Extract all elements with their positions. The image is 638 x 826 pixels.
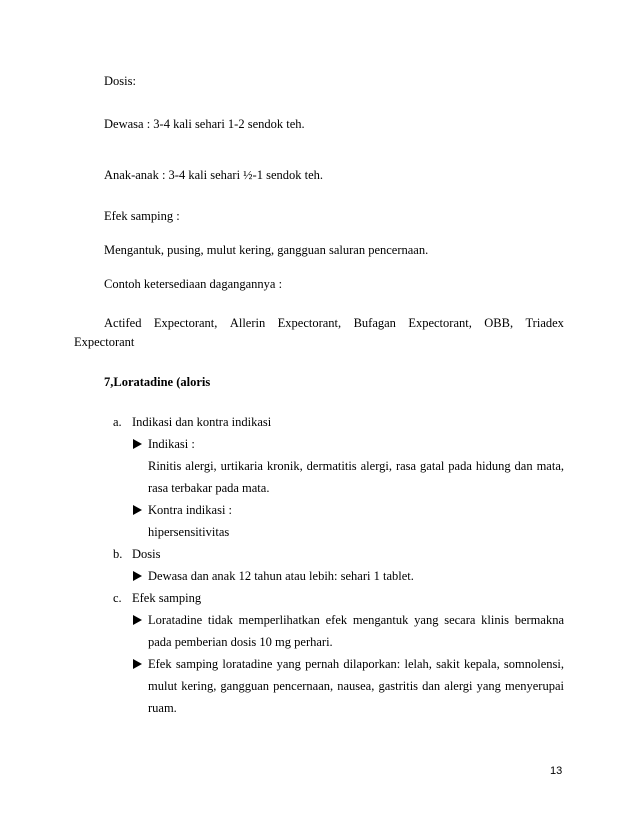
- item-a-label: Indikasi dan kontra indikasi: [132, 415, 272, 429]
- dosis-anak: Anak-anak : 3-4 kali sehari ½-1 sendok teh.: [104, 168, 324, 182]
- efek-samping-2-line3: ruam.: [148, 701, 177, 715]
- indikasi-label: Indikasi :: [148, 437, 195, 451]
- list-marker-b: b.: [113, 547, 123, 561]
- item-b-label: Dosis: [132, 547, 161, 561]
- efek-samping-text: Mengantuk, pusing, mulut kering, gangguan saluran pencernaan.: [104, 243, 429, 257]
- contoh-word: Actifed: [104, 316, 142, 330]
- contoh-word: Bufagan: [353, 316, 396, 330]
- indikasi-text-line2: rasa terbakar pada mata.: [148, 481, 270, 495]
- section-title: 7,Loratadine (aloris: [104, 375, 211, 389]
- dosis-loratadine-text: Dewasa dan anak 12 tahun atau lebih: sehari 1 tablet.: [148, 569, 414, 583]
- item-c-label: Efek samping: [132, 591, 202, 605]
- efek-samping-heading: Efek samping :: [104, 209, 180, 223]
- contoh-word: Expectorant,: [277, 316, 342, 330]
- contoh-word: OBB,: [484, 316, 514, 330]
- contoh-word: Expectorant,: [408, 316, 472, 330]
- dosis-dewasa: Dewasa : 3-4 kali sehari 1-2 sendok teh.: [104, 117, 305, 131]
- list-marker-c: c.: [113, 591, 122, 605]
- efek-samping-2-line2: mulut kering, gangguan pencernaan, nausea, gastritis dan alergi yang menyerupai: [148, 679, 564, 693]
- indikasi-text-line1: Rinitis alergi, urtikaria kronik, dermatitis alergi, rasa gatal pada hidung dan mata,: [148, 459, 564, 473]
- list-marker-a: a.: [113, 415, 122, 429]
- contoh-word: Triadex: [525, 316, 564, 330]
- arrow-bullet-icon: [133, 615, 142, 625]
- kontra-indikasi-text: hipersensitivitas: [148, 525, 230, 539]
- contoh-list-line: [104, 315, 564, 331]
- arrow-bullet-icon: [133, 505, 142, 515]
- contoh-word: Allerin: [229, 316, 266, 330]
- efek-samping-1-line1: Loratadine tidak memperlihatkan efek mengantuk yang secara klinis bermakna: [148, 613, 564, 627]
- arrow-bullet-icon: [133, 571, 142, 581]
- page-number: 13: [550, 765, 563, 777]
- efek-samping-1-line2: pada pemberian dosis 10 mg perhari.: [148, 635, 333, 649]
- contoh-list-continued: Expectorant: [74, 335, 135, 349]
- kontra-indikasi-label: Kontra indikasi :: [148, 503, 233, 517]
- contoh-word: Expectorant,: [153, 316, 218, 330]
- arrow-bullet-icon: [133, 659, 142, 669]
- arrow-bullet-icon: [133, 439, 142, 449]
- efek-samping-2-line1: Efek samping loratadine yang pernah dilaporkan: lelah, sakit kepala, somnolensi,: [148, 657, 564, 671]
- contoh-heading: Contoh ketersediaan dagangannya :: [104, 277, 283, 291]
- dosis-heading: Dosis:: [104, 74, 136, 88]
